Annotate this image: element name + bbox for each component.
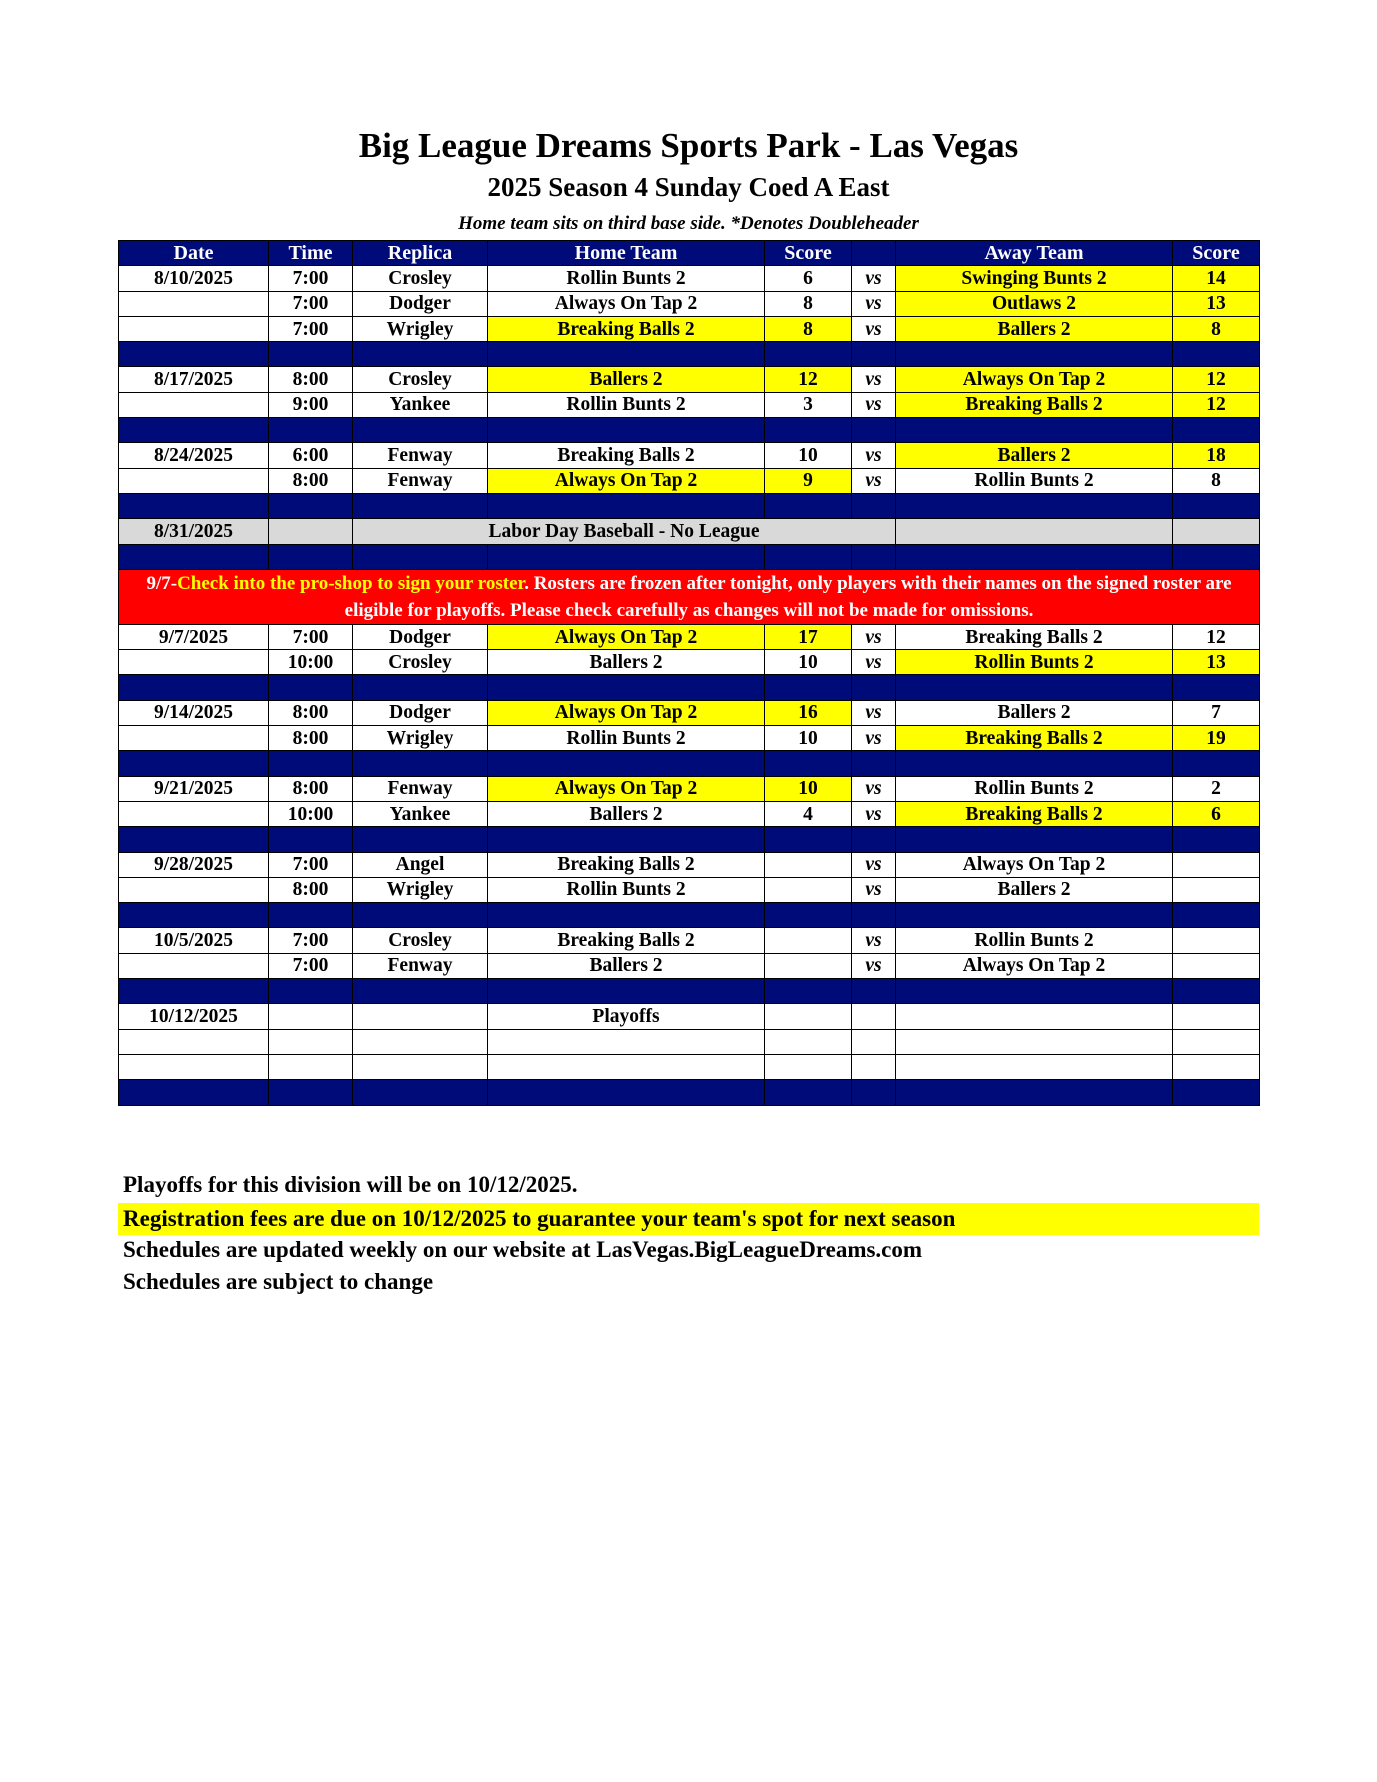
replica-cell: Fenway — [353, 468, 488, 493]
replica-cell: Wrigley — [353, 726, 488, 751]
away-team-cell: Breaking Balls 2 — [896, 392, 1173, 417]
away-score-cell: 8 — [1173, 316, 1260, 341]
away-score-cell: 19 — [1173, 726, 1260, 751]
away-team-cell: Always On Tap 2 — [896, 367, 1173, 392]
home-team-cell: Breaking Balls 2 — [488, 443, 765, 468]
time-cell: 10:00 — [269, 801, 353, 826]
empty-cell — [269, 979, 353, 1004]
empty-cell — [269, 493, 353, 518]
home-team-cell: Ballers 2 — [488, 367, 765, 392]
date-cell: 8/31/2025 — [119, 519, 269, 544]
date-cell — [119, 291, 269, 316]
schedule-table — [118, 240, 1260, 1106]
replica-cell: Fenway — [353, 443, 488, 468]
replica-cell: Dodger — [353, 624, 488, 649]
replica-cell — [353, 1004, 488, 1029]
away-team-cell: Outlaws 2 — [896, 291, 1173, 316]
game-row — [119, 928, 1260, 953]
replica-cell: Dodger — [353, 700, 488, 725]
empty-cell — [119, 1080, 269, 1105]
notice-prefix: 9/7- — [146, 572, 178, 594]
date-cell — [119, 953, 269, 978]
empty-cell — [488, 544, 765, 569]
away-team-cell: Ballers 2 — [896, 700, 1173, 725]
home-team-cell: Rollin Bunts 2 — [488, 726, 765, 751]
separator-row — [119, 493, 1260, 518]
empty-cell — [119, 1029, 269, 1054]
date-cell — [119, 726, 269, 751]
time-cell: 7:00 — [269, 928, 353, 953]
empty-cell — [269, 418, 353, 443]
time-cell: 8:00 — [269, 726, 353, 751]
header-away-team: Away Team — [896, 241, 1173, 266]
footer-playoffs: Playoffs for this division will be on 10/12/2025. — [123, 1172, 578, 1197]
time-cell: 9:00 — [269, 392, 353, 417]
away-score-cell: 2 — [1173, 776, 1260, 801]
game-row — [119, 367, 1260, 392]
away-score-cell: 12 — [1173, 367, 1260, 392]
replica-cell: Wrigley — [353, 877, 488, 902]
home-score-cell: 10 — [765, 776, 852, 801]
empty-cell — [488, 979, 765, 1004]
home-team-cell: Always On Tap 2 — [488, 624, 765, 649]
empty-cell — [765, 903, 852, 928]
home-score-cell — [765, 953, 852, 978]
time-cell: 7:00 — [269, 624, 353, 649]
empty-cell — [1173, 544, 1260, 569]
empty-cell — [269, 544, 353, 569]
empty-cell — [765, 1054, 852, 1079]
empty-cell — [896, 1029, 1173, 1054]
time-cell: 7:00 — [269, 266, 353, 291]
empty-cell — [765, 493, 852, 518]
time-cell: 7:00 — [269, 852, 353, 877]
game-row — [119, 852, 1260, 877]
away-score-cell — [1173, 928, 1260, 953]
replica-cell: Fenway — [353, 776, 488, 801]
empty-cell — [852, 544, 896, 569]
date-cell: 10/12/2025 — [119, 1004, 269, 1029]
empty-cell — [1173, 1054, 1260, 1079]
home-score-cell: 10 — [765, 650, 852, 675]
empty-cell — [852, 1080, 896, 1105]
playoff-row — [119, 1004, 1260, 1029]
game-row — [119, 776, 1260, 801]
away-team-cell: Ballers 2 — [896, 316, 1173, 341]
empty-cell — [269, 903, 353, 928]
game-row — [119, 700, 1260, 725]
date-cell: 8/10/2025 — [119, 266, 269, 291]
away-score-cell: 7 — [1173, 700, 1260, 725]
empty-cell — [1173, 751, 1260, 776]
time-cell: 7:00 — [269, 316, 353, 341]
home-score-cell: 6 — [765, 266, 852, 291]
notice-row — [119, 569, 1260, 624]
empty-cell — [852, 1029, 896, 1054]
holiday-row — [119, 519, 1260, 544]
page-subtitle: 2025 Season 4 Sunday Coed A East — [487, 172, 890, 202]
vs-cell: vs — [852, 650, 896, 675]
empty-cell — [765, 751, 852, 776]
vs-cell: vs — [852, 928, 896, 953]
away-score-cell: 18 — [1173, 443, 1260, 468]
empty-cell — [269, 751, 353, 776]
empty-cell — [488, 751, 765, 776]
home-score-cell: 16 — [765, 700, 852, 725]
empty-cell — [765, 1029, 852, 1054]
date-cell: 10/5/2025 — [119, 928, 269, 953]
vs-cell: vs — [852, 316, 896, 341]
empty-cell — [353, 903, 488, 928]
away-team-cell: Rollin Bunts 2 — [896, 650, 1173, 675]
home-score-cell — [765, 1004, 852, 1029]
date-cell — [119, 877, 269, 902]
notice-rest: . Rosters are frozen after tonight, only players with their names on the signed roster are eligible for playoffs. Please check carefully as changes will not be made for omissions. — [344, 572, 1232, 621]
home-team-cell: Ballers 2 — [488, 953, 765, 978]
game-row — [119, 650, 1260, 675]
empty-cell — [353, 675, 488, 700]
empty-cell — [1173, 1029, 1260, 1054]
footer-registration: Registration fees are due on 10/12/2025 to guarantee your team's spot for next season — [118, 1203, 1259, 1235]
empty-cell — [119, 827, 269, 852]
separator-row — [119, 418, 1260, 443]
notice-highlight: Check into the pro-shop to sign your roster — [177, 572, 525, 594]
empty-cell — [896, 493, 1173, 518]
empty-cell — [269, 342, 353, 367]
empty-cell — [269, 827, 353, 852]
date-cell: 8/17/2025 — [119, 367, 269, 392]
time-cell — [269, 519, 353, 544]
empty-cell — [1173, 418, 1260, 443]
roster-notice — [119, 569, 1260, 624]
home-score-cell: 17 — [765, 624, 852, 649]
away-team-cell: Breaking Balls 2 — [896, 624, 1173, 649]
vs-cell: vs — [852, 953, 896, 978]
game-row — [119, 392, 1260, 417]
vs-cell: vs — [852, 443, 896, 468]
empty-cell — [269, 1029, 353, 1054]
vs-cell: vs — [852, 801, 896, 826]
empty-cell — [852, 979, 896, 1004]
replica-cell: Angel — [353, 852, 488, 877]
empty-cell — [765, 1080, 852, 1105]
empty-cell — [852, 827, 896, 852]
empty-cell — [765, 544, 852, 569]
empty-row — [119, 1029, 1260, 1054]
empty-cell — [119, 493, 269, 518]
game-row — [119, 443, 1260, 468]
header-time: Time — [269, 241, 353, 266]
separator-row — [119, 544, 1260, 569]
date-cell: 9/28/2025 — [119, 852, 269, 877]
game-row — [119, 726, 1260, 751]
empty-cell — [852, 493, 896, 518]
empty-cell — [353, 342, 488, 367]
separator-row — [119, 342, 1260, 367]
empty-cell — [765, 827, 852, 852]
header-home-team: Home Team — [488, 241, 765, 266]
empty-cell — [353, 418, 488, 443]
empty-cell — [852, 342, 896, 367]
game-row — [119, 291, 1260, 316]
vs-cell — [852, 1004, 896, 1029]
empty-cell — [488, 342, 765, 367]
empty-cell — [896, 342, 1173, 367]
empty-cell — [1173, 675, 1260, 700]
vs-cell: vs — [852, 877, 896, 902]
home-team-cell: Always On Tap 2 — [488, 700, 765, 725]
empty-cell — [119, 1054, 269, 1079]
away-score-cell — [1173, 953, 1260, 978]
empty-cell — [119, 751, 269, 776]
empty-cell — [119, 342, 269, 367]
vs-cell — [896, 519, 1173, 544]
empty-cell — [119, 903, 269, 928]
vs-cell: vs — [852, 700, 896, 725]
empty-cell — [852, 675, 896, 700]
empty-cell — [269, 1054, 353, 1079]
game-row — [119, 316, 1260, 341]
empty-cell — [119, 675, 269, 700]
time-cell: 8:00 — [269, 776, 353, 801]
empty-cell — [119, 979, 269, 1004]
home-score-cell — [765, 852, 852, 877]
time-cell: 8:00 — [269, 877, 353, 902]
home-team-cell: Always On Tap 2 — [488, 291, 765, 316]
empty-cell — [1173, 827, 1260, 852]
schedule-note: Home team sits on third base side. *Denotes Doubleheader — [458, 213, 919, 234]
empty-cell — [765, 675, 852, 700]
schedule-body — [119, 266, 1260, 1105]
home-team-cell: Always On Tap 2 — [488, 776, 765, 801]
date-cell — [119, 468, 269, 493]
header-away-score: Score — [1173, 241, 1260, 266]
date-cell — [119, 316, 269, 341]
replica-cell: Fenway — [353, 953, 488, 978]
empty-cell — [353, 1029, 488, 1054]
away-team-cell — [896, 1004, 1173, 1029]
home-score-cell: 10 — [765, 443, 852, 468]
replica-cell: Dodger — [353, 291, 488, 316]
home-team-cell: Ballers 2 — [488, 801, 765, 826]
away-team-cell: Ballers 2 — [896, 443, 1173, 468]
date-cell — [119, 392, 269, 417]
home-score-cell: 8 — [765, 316, 852, 341]
vs-cell: vs — [852, 367, 896, 392]
home-team-cell: Ballers 2 — [488, 650, 765, 675]
home-team-cell: Rollin Bunts 2 — [488, 266, 765, 291]
header-home-score: Score — [765, 241, 852, 266]
time-cell: 8:00 — [269, 367, 353, 392]
vs-cell: vs — [852, 291, 896, 316]
away-team-cell: Ballers 2 — [896, 877, 1173, 902]
date-cell — [119, 801, 269, 826]
game-row — [119, 468, 1260, 493]
replica-cell: Crosley — [353, 367, 488, 392]
empty-cell — [1173, 903, 1260, 928]
home-score-cell — [765, 928, 852, 953]
empty-cell — [119, 544, 269, 569]
empty-cell — [896, 544, 1173, 569]
date-cell: 8/24/2025 — [119, 443, 269, 468]
replica-cell: Crosley — [353, 266, 488, 291]
empty-cell — [488, 827, 765, 852]
away-team-cell: Breaking Balls 2 — [896, 801, 1173, 826]
home-score-cell: 9 — [765, 468, 852, 493]
replica-cell: Yankee — [353, 392, 488, 417]
home-score-cell: 10 — [765, 726, 852, 751]
away-team-cell: Breaking Balls 2 — [896, 726, 1173, 751]
header-replica: Replica — [353, 241, 488, 266]
home-score-cell: 12 — [765, 367, 852, 392]
empty-cell — [896, 418, 1173, 443]
separator-row — [119, 903, 1260, 928]
empty-cell — [488, 493, 765, 518]
empty-cell — [852, 751, 896, 776]
replica-cell: Crosley — [353, 928, 488, 953]
empty-cell — [896, 827, 1173, 852]
empty-cell — [896, 1054, 1173, 1079]
away-team-cell: Always On Tap 2 — [896, 852, 1173, 877]
vs-cell: vs — [852, 852, 896, 877]
empty-cell — [896, 903, 1173, 928]
home-team-cell: Breaking Balls 2 — [488, 852, 765, 877]
home-team-cell: Rollin Bunts 2 — [488, 877, 765, 902]
empty-row — [119, 1054, 1260, 1079]
empty-cell — [488, 1029, 765, 1054]
page-title: Big League Dreams Sports Park - Las Vegas — [358, 126, 1019, 165]
empty-cell — [896, 751, 1173, 776]
empty-cell — [488, 418, 765, 443]
separator-row — [119, 1080, 1260, 1105]
replica-cell: Crosley — [353, 650, 488, 675]
away-score-cell: 6 — [1173, 801, 1260, 826]
away-score-cell: 14 — [1173, 266, 1260, 291]
home-team-cell: Breaking Balls 2 — [488, 928, 765, 953]
away-score-cell: 8 — [1173, 468, 1260, 493]
empty-cell — [353, 493, 488, 518]
time-cell: 6:00 — [269, 443, 353, 468]
date-cell — [119, 650, 269, 675]
separator-row — [119, 751, 1260, 776]
replica-cell: Yankee — [353, 801, 488, 826]
away-score-cell — [1173, 852, 1260, 877]
away-team-cell: Rollin Bunts 2 — [896, 928, 1173, 953]
game-row — [119, 266, 1260, 291]
empty-cell — [488, 1080, 765, 1105]
away-team-cell: Swinging Bunts 2 — [896, 266, 1173, 291]
home-score-cell: 4 — [765, 801, 852, 826]
empty-cell — [1173, 1080, 1260, 1105]
empty-cell — [896, 979, 1173, 1004]
empty-cell — [852, 1054, 896, 1079]
playoff-label: Playoffs — [488, 1004, 765, 1029]
holiday-text: Labor Day Baseball - No League — [353, 519, 896, 544]
empty-cell — [896, 1080, 1173, 1105]
vs-cell: vs — [852, 468, 896, 493]
separator-row — [119, 979, 1260, 1004]
empty-cell — [269, 675, 353, 700]
separator-row — [119, 675, 1260, 700]
empty-cell — [269, 1080, 353, 1105]
home-score-cell: 3 — [765, 392, 852, 417]
away-team-cell: Rollin Bunts 2 — [896, 776, 1173, 801]
time-cell: 7:00 — [269, 291, 353, 316]
replica-cell: Wrigley — [353, 316, 488, 341]
away-team-cell: Rollin Bunts 2 — [896, 468, 1173, 493]
away-score-cell — [1173, 877, 1260, 902]
time-cell: 8:00 — [269, 700, 353, 725]
vs-cell: vs — [852, 266, 896, 291]
footer-website: Schedules are updated weekly on our website at LasVegas.BigLeagueDreams.com — [123, 1237, 923, 1262]
game-row — [119, 877, 1260, 902]
empty-cell — [1173, 979, 1260, 1004]
game-row — [119, 801, 1260, 826]
home-team-cell: Rollin Bunts 2 — [488, 392, 765, 417]
empty-cell — [765, 418, 852, 443]
empty-cell — [765, 342, 852, 367]
away-score-cell: 12 — [1173, 624, 1260, 649]
header-date: Date — [119, 241, 269, 266]
empty-cell — [353, 979, 488, 1004]
time-cell — [269, 1004, 353, 1029]
away-team-cell: Always On Tap 2 — [896, 953, 1173, 978]
header-row — [119, 241, 1260, 266]
game-row — [119, 953, 1260, 978]
date-cell: 9/14/2025 — [119, 700, 269, 725]
empty-cell — [765, 979, 852, 1004]
vs-cell: vs — [852, 624, 896, 649]
empty-cell — [353, 751, 488, 776]
away-score-cell: 12 — [1173, 392, 1260, 417]
empty-cell — [488, 903, 765, 928]
empty-cell — [488, 675, 765, 700]
vs-cell: vs — [852, 726, 896, 751]
time-cell: 10:00 — [269, 650, 353, 675]
empty-cell — [896, 675, 1173, 700]
empty-cell — [1173, 342, 1260, 367]
away-score-cell — [1173, 1004, 1260, 1029]
empty-cell — [353, 544, 488, 569]
empty-cell — [119, 418, 269, 443]
empty-cell — [353, 1080, 488, 1105]
empty-cell — [353, 827, 488, 852]
date-cell: 9/7/2025 — [119, 624, 269, 649]
date-cell: 9/21/2025 — [119, 776, 269, 801]
vs-cell: vs — [852, 776, 896, 801]
footer-change: Schedules are subject to change — [123, 1269, 434, 1294]
empty-cell — [353, 1054, 488, 1079]
away-score-cell: 13 — [1173, 650, 1260, 675]
empty-cell — [852, 418, 896, 443]
away-team-cell — [1173, 519, 1260, 544]
separator-row — [119, 827, 1260, 852]
vs-cell: vs — [852, 392, 896, 417]
home-team-cell: Always On Tap 2 — [488, 468, 765, 493]
empty-cell — [488, 1054, 765, 1079]
time-cell: 7:00 — [269, 953, 353, 978]
home-team-cell: Breaking Balls 2 — [488, 316, 765, 341]
header-vs — [852, 241, 896, 266]
home-score-cell — [765, 877, 852, 902]
home-score-cell: 8 — [765, 291, 852, 316]
empty-cell — [1173, 493, 1260, 518]
game-row — [119, 624, 1260, 649]
time-cell: 8:00 — [269, 468, 353, 493]
away-score-cell: 13 — [1173, 291, 1260, 316]
empty-cell — [852, 903, 896, 928]
